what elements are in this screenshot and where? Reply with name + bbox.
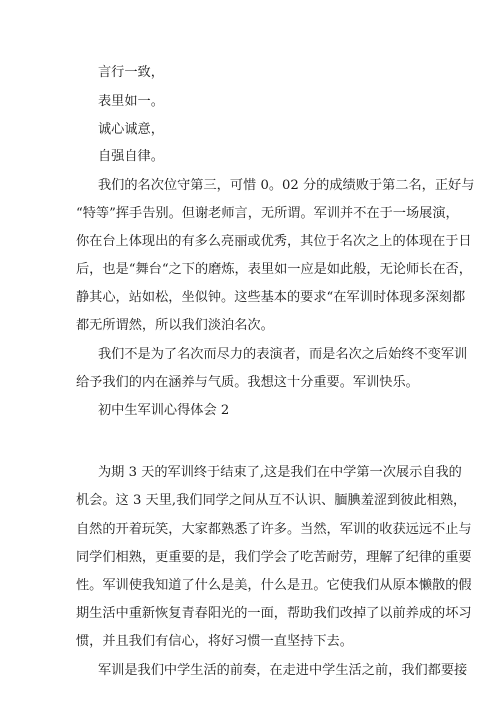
paragraph-line: 都无所谓然，所以我们淡泊名次。 [76,318,274,333]
paragraph-line: 性。军训使我知道了什么是美，什么是丑。它使我们从原本懒散的假 [76,578,472,593]
paragraph-line: 军训是我们中学生活的前奏，在走进中学生活之前，我们都要接 [98,663,468,678]
paragraph-line: 我们的名次位守第三，可惜 0。02 分的成绩败于第二名，正好与 [98,178,475,193]
paragraph-line: 静其心，站如松，坐似钟。这些基本的要求“在军训时体现多深刻都 [76,290,466,305]
poem-line-1: 言行一致， [98,65,164,80]
poem-line-3: 诚心诚意， [98,122,164,137]
paragraph-line: 同学们相熟，更重要的是，我们学会了吃苦耐劳，理解了纪律的重要 [76,550,472,565]
paragraph-line: 你在台上体现出的有多么亮丽或优秀，其位于名次之上的体现在于日 [76,234,472,249]
paragraph-line: 后，也是“舞台“之下的磨炼，表里如一应是如此般，无论师长在否， [76,262,472,277]
paragraph-line: 机会。这 3 天里,我们同学之间从互不认识、腼腆羞涩到彼此相熟， [76,493,467,508]
poem-line-2: 表里如一。 [98,94,164,109]
paragraph-line: 我们不是为了名次而尽力的表演者，而是名次之后始终不变军训 [98,347,468,362]
poem-line-4: 自强自律。 [98,149,164,164]
paragraph-line: 惯，并且我们有信心，将好习惯一直坚持下去。 [76,634,353,649]
paragraph-line: 给予我们的内在涵养与气质。我想这十分重要。军训快乐。 [76,375,419,390]
paragraph-line: “特等”挥手告别。但谢老师言，无所谓。军训并不在于一场展演， [76,206,459,221]
paragraph-line: 为期 3 天的军训终于结束了,这是我们在中学第一次展示自我的 [98,465,462,480]
paragraph-line: 自然的开着玩笑，大家都熟悉了许多。当然，军训的收获远远不止与 [76,522,472,537]
paragraph-line: 期生活中重新恢复青春阳光的一面，帮助我们改掉了以前养成的坏习 [76,606,472,621]
section-heading: 初中生军训心得体会 2 [98,403,230,418]
